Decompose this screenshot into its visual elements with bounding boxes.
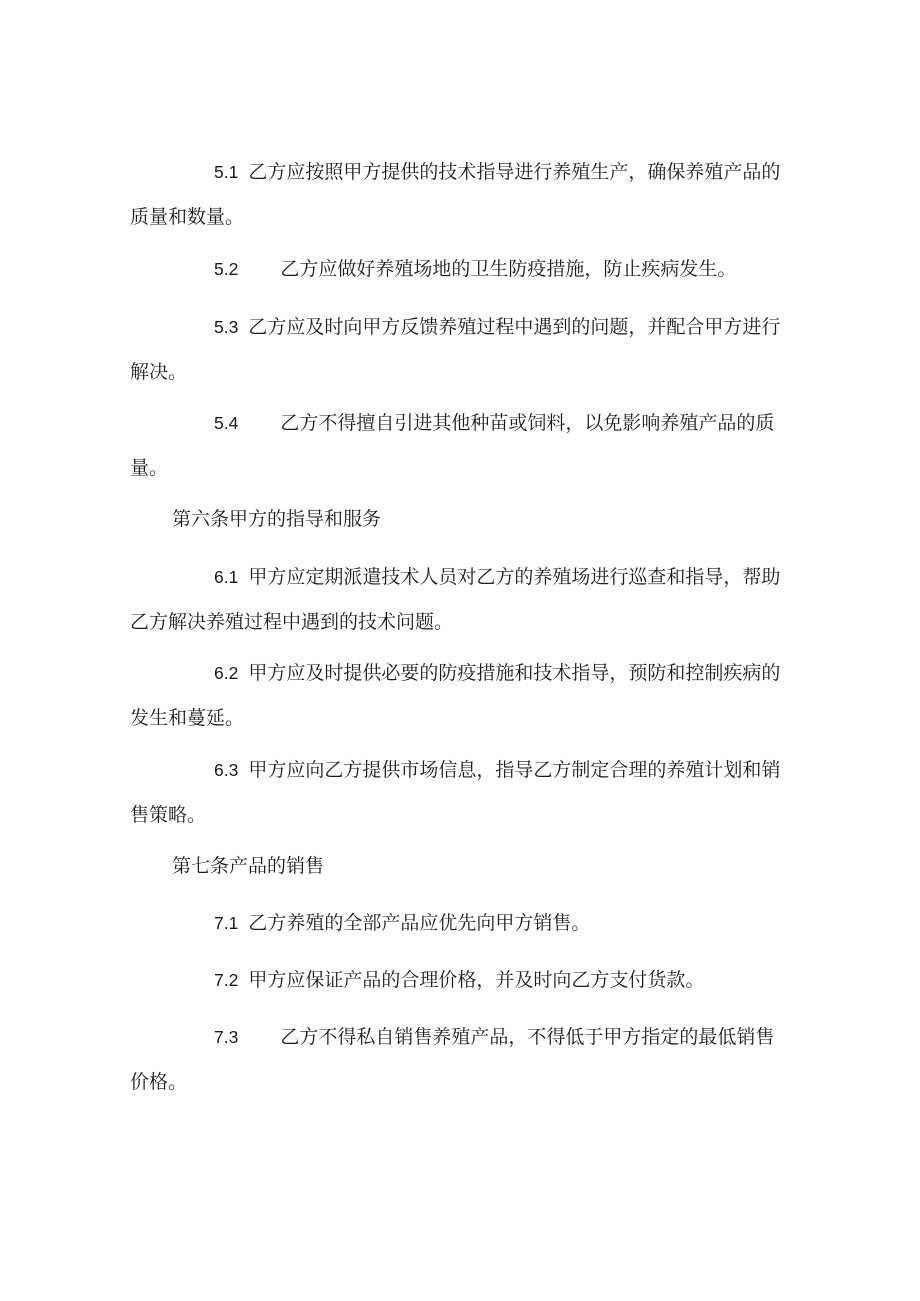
- clause-text: 乙方应及时向甲方反馈养殖过程中遇到的问题，并配合甲方进行解决。: [130, 316, 781, 383]
- clause-6-1: [130, 555, 792, 645]
- clause-7-1: [130, 901, 792, 946]
- clause-5-1: [130, 150, 792, 240]
- clause-6-3: [130, 748, 792, 838]
- clause-7-2: [130, 958, 792, 1003]
- clause-number: 7.2: [214, 970, 239, 990]
- clause-number: 7.3: [214, 1027, 239, 1047]
- clause-5-4: [130, 401, 792, 491]
- clause-number: 5.4: [214, 413, 239, 433]
- clause-text: 乙方应做好养殖场地的卫生防疫措施，防止疾病发生。: [280, 258, 737, 280]
- clause-text: 乙方不得私自销售养殖产品，不得低于甲方指定的最低销售价格。: [130, 1026, 775, 1093]
- clause-text: 甲方应及时提供必要的防疫措施和技术指导，预防和控制疾病的发生和蔓延。: [130, 662, 781, 729]
- clause-text: 甲方应向乙方提供市场信息，指导乙方制定合理的养殖计划和销售策略。: [130, 759, 781, 826]
- clause-6-2: [130, 651, 792, 741]
- clause-7-3: [130, 1015, 792, 1105]
- clause-number: 6.1: [214, 567, 239, 587]
- clause-number: 6.3: [214, 760, 239, 780]
- clause-number: 6.2: [214, 663, 239, 683]
- clause-text: 乙方应按照甲方提供的技术指导进行养殖生产，确保养殖产品的质量和数量。: [130, 161, 781, 228]
- clause-text: 甲方应定期派遣技术人员对乙方的养殖场进行巡查和指导，帮助乙方解决养殖过程中遇到的技术问题。: [130, 566, 781, 633]
- clause-text: 乙方不得擅自引进其他种苗或饲料，以免影响养殖产品的质量。: [130, 412, 775, 479]
- article-7-heading: 第七条产品的销售: [172, 855, 325, 877]
- clause-5-3: [130, 305, 792, 395]
- article-6-heading: 第六条甲方的指导和服务: [172, 508, 382, 530]
- clause-text: 甲方应保证产品的合理价格，并及时向乙方支付货款。: [248, 969, 705, 991]
- clause-number: 5.1: [214, 162, 239, 182]
- clause-text: 乙方养殖的全部产品应优先向甲方销售。: [248, 912, 591, 934]
- clause-number: 5.3: [214, 317, 239, 337]
- clause-number: 5.2: [214, 259, 239, 279]
- clause-5-2: [130, 247, 792, 292]
- clause-number: 7.1: [214, 913, 239, 933]
